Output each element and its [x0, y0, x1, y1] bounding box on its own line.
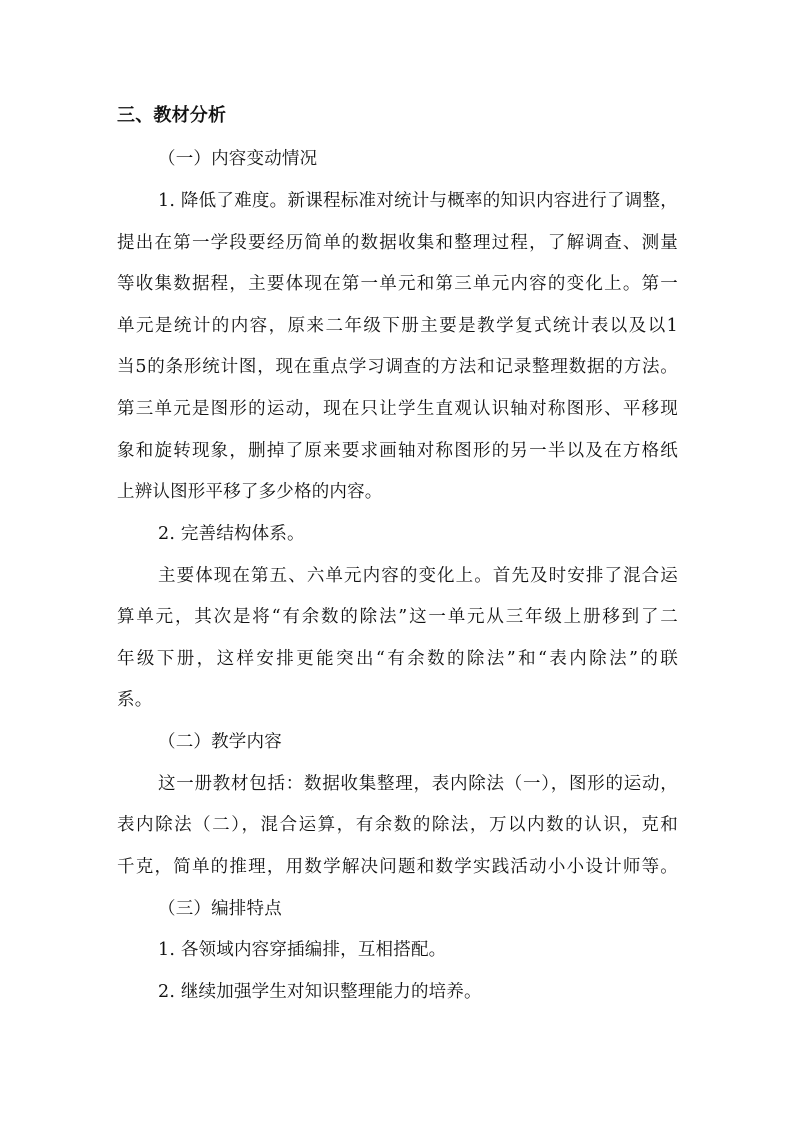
list-item: 1. 各领域内容穿插编排，互相搭配。 — [158, 940, 447, 960]
paragraph-line: 等收集数据程，主要体现在第一单元和第三单元内容的变化上。第一 — [117, 274, 678, 294]
paragraph-line: 提出在第一学段要经历简单的数据收集和整理过程，了解调查、测量 — [117, 233, 678, 253]
paragraph-line: 1. 降低了难度。新课程标准对统计与概率的知识内容进行了调整， — [158, 191, 678, 211]
section-heading: 三、教材分析 — [117, 105, 227, 126]
paragraph-line: 年级下册，这样安排更能突出“有余数的除法”和“表内除法”的联 — [117, 649, 678, 669]
subsection-heading-arrangement: （三）编排特点 — [158, 899, 282, 919]
paragraph-line: 这一册教材包括：数据收集整理，表内除法（一），图形的运动， — [158, 774, 678, 794]
paragraph-line: 象和旋转现象，删掉了原来要求画轴对称图形的另一半以及在方格纸 — [117, 441, 678, 461]
paragraph-line: 当5的条形统计图，现在重点学习调查的方法和记录整理数据的方法。 — [117, 357, 678, 377]
paragraph-line: 主要体现在第五、六单元内容的变化上。首先及时安排了混合运 — [158, 566, 678, 586]
paragraph-line: 单元是统计的内容，原来二年级下册主要是教学复式统计表以及以1 — [117, 316, 678, 336]
subsection-heading-content-changes: （一）内容变动情况 — [158, 149, 318, 169]
subsection-heading-teaching-content: （二）教学内容 — [158, 732, 282, 752]
paragraph-line: 算单元，其次是将“有余数的除法”这一单元从三年级上册移到了二 — [117, 607, 678, 627]
paragraph-line: 表内除法（二），混合运算，有余数的除法，万以内数的认识，克和 — [117, 815, 678, 835]
paragraph-heading-structure: 2. 完善结构体系。 — [158, 524, 305, 544]
paragraph-line: 第三单元是图形的运动，现在只让学生直观认识轴对称图形、平移现 — [117, 399, 678, 419]
paragraph-line: 上辨认图形平移了多少格的内容。 — [117, 482, 383, 502]
paragraph-line: 系。 — [117, 690, 153, 710]
paragraph-line: 千克，简单的推理，用数学解决问题和数学实践活动小小设计师等。 — [117, 857, 678, 877]
list-item: 2. 继续加强学生对知识整理能力的培养。 — [158, 982, 482, 1002]
